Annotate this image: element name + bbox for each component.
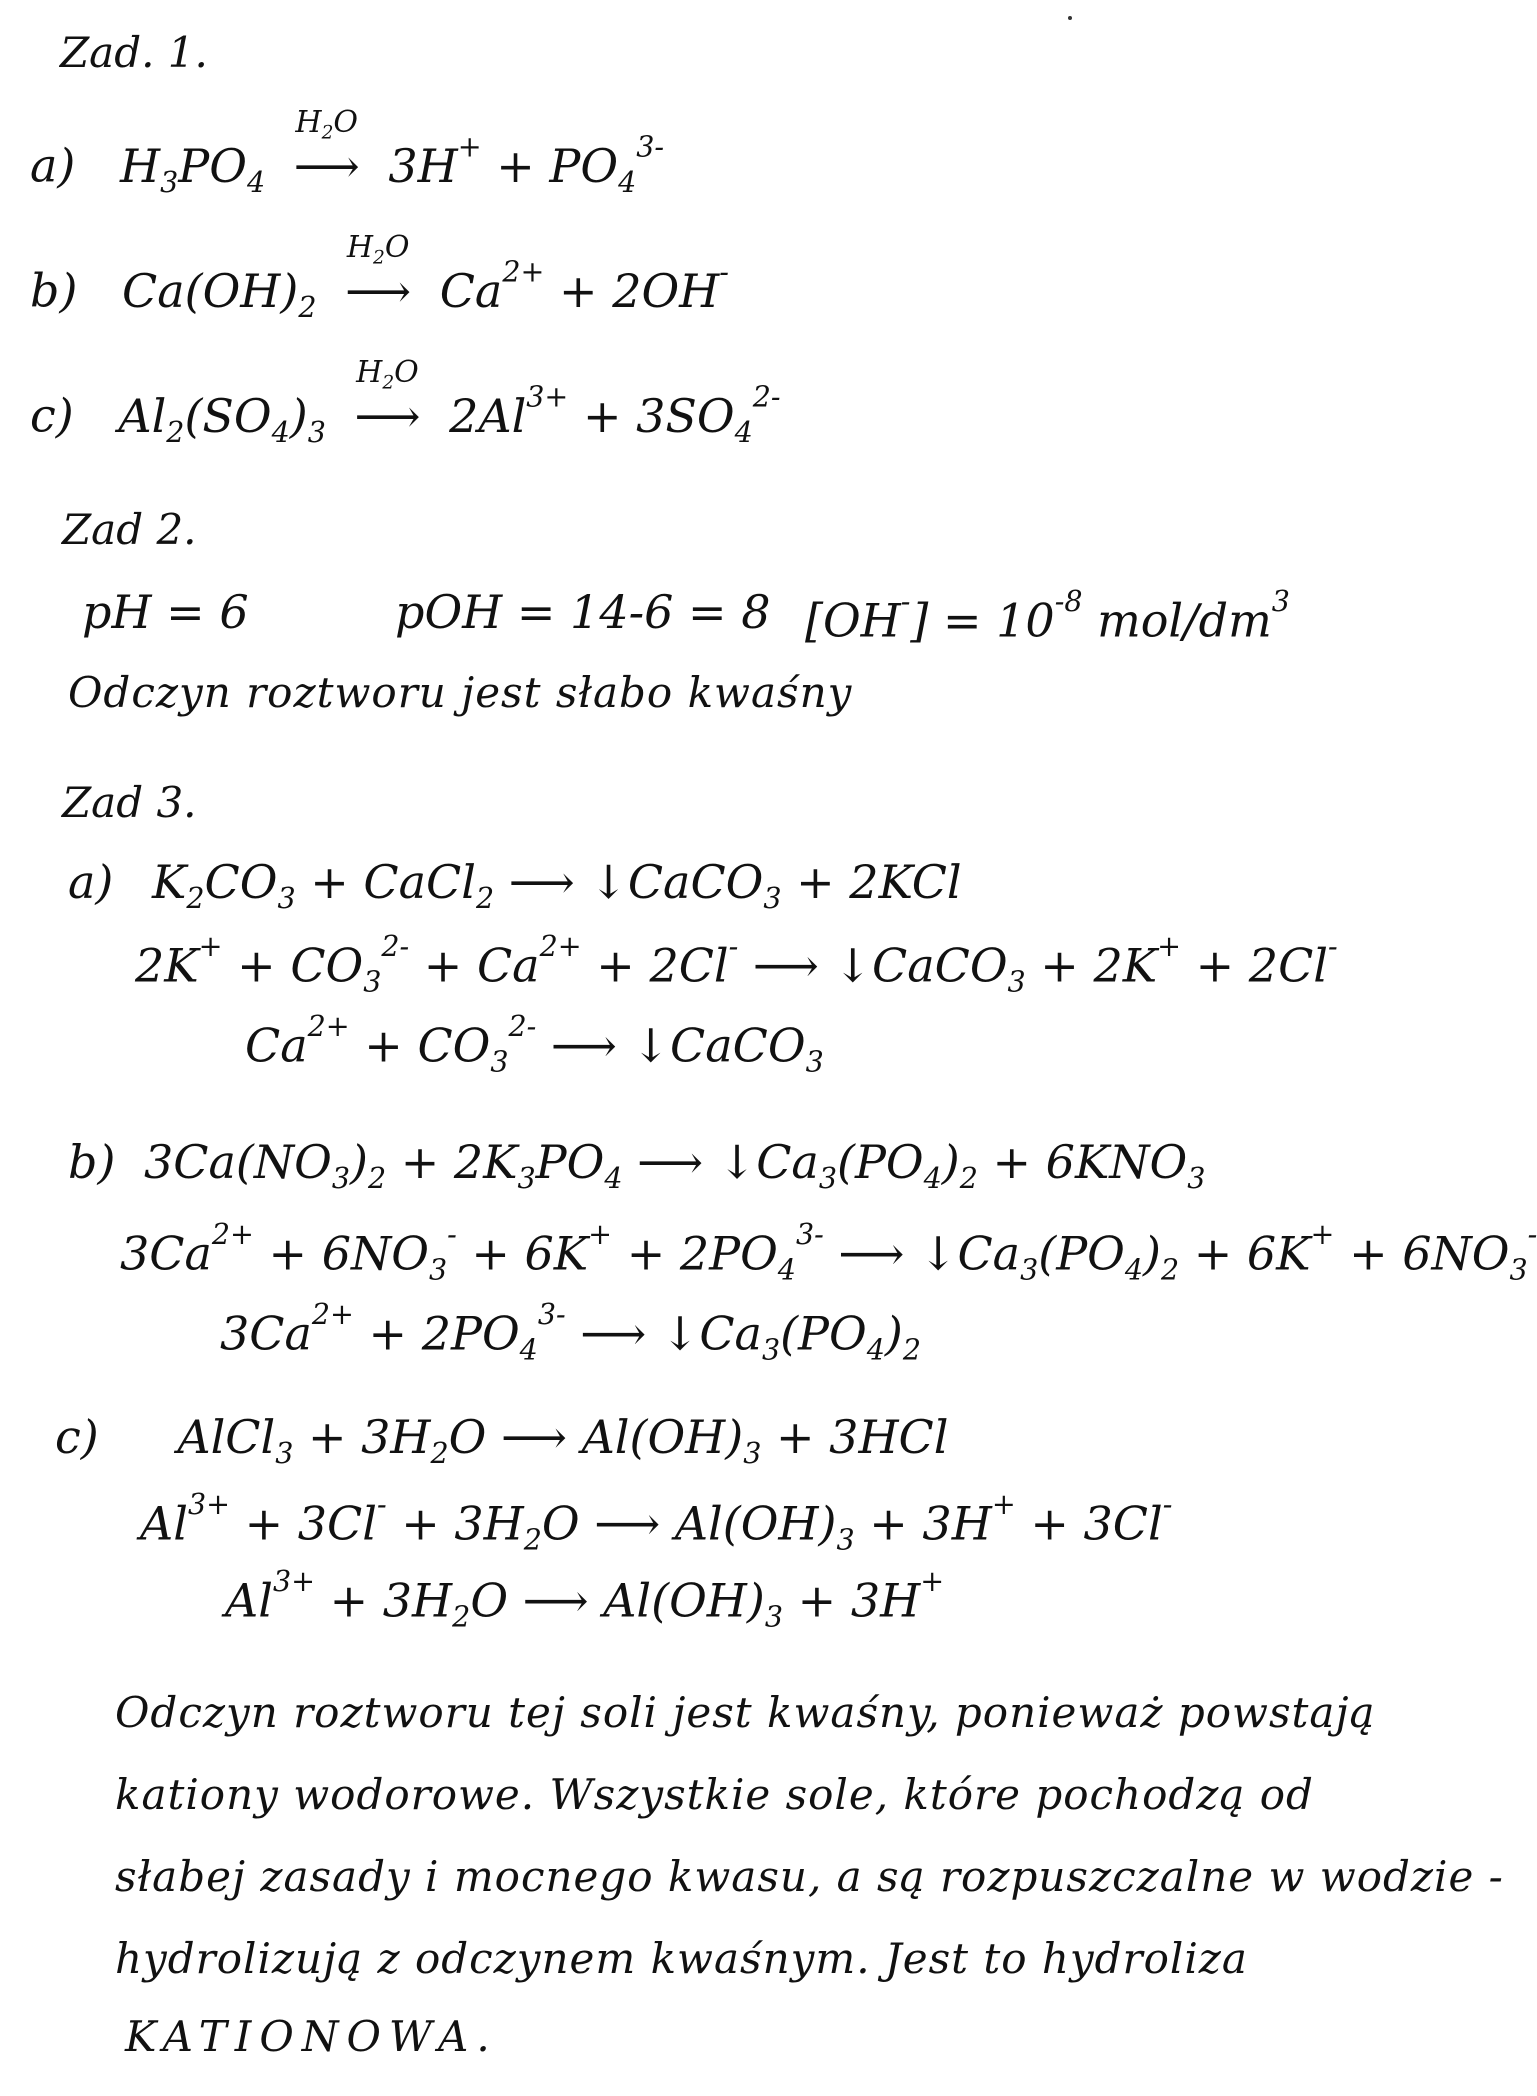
reaction-arrow-icon: $H_2O$ ⟶ [293,104,360,193]
zad1-a-equation [30,104,664,199]
zad1-b-products: $Ca^{2+} + 2OH^-$ [439,255,729,318]
zad1-c-products: $2Al^{3+} + 3SO_4^{2-}$ [449,380,781,449]
zad1-c-label: c) [30,388,74,443]
zad3-b-ionic: $3Ca^{2+} + 6NO_3^- + 6K^+ + 2PO_4^{3-}$ ⟶ $↓Ca_3(PO_4)_2 + 6K^+ + 6NO_3^-$ [120,1218,1537,1287]
zad1-b-equation [30,229,729,324]
zad3-c-net: $Al^{3+} + 3H_2O$ ⟶ $Al(OH)_3 + 3H^+$ [225,1565,945,1634]
zad2-heading: Zad 2. [62,505,197,554]
zad3-explanation-line-2: kationy wodorowe. Wszystkie sole, które pochodzą od [115,1770,1314,1819]
zad3-explanation-line-4: hydrolizują z odczynem kwaśnym. Jest to hydroliza [115,1934,1248,1983]
zad1-b-label: b) [30,263,78,318]
zad3-explanation-line-5: KATIONOWA. [125,2012,498,2061]
zad3-c-label: c) [55,1410,99,1464]
zad2-conclusion: Odczyn roztworu jest słabo kwaśny [68,668,853,717]
zad3-a-net: $Ca^{2+} + CO_3^{2-}$ ⟶ ↓CaCO$_3$ [245,1010,824,1079]
zad3-a-molecular: a) $K_2CO_3$ + CaCl$_2$ ⟶ ↓CaCO$_3$ + 2KCl [68,855,962,915]
arrow-condition: $H_2O$ [295,104,359,144]
zad3-c-molecular: c) AlCl$_3$ + $3H_2O$ ⟶ $Al(OH)_3 + 3HCl$ [55,1410,949,1470]
reaction-arrow-icon: $H_2O$ ⟶ [345,229,412,318]
reaction-arrow-icon: $H_2O$ ⟶ [354,354,421,443]
zad1-c-reactant: $Al_2(SO_4)_3$ [118,388,326,449]
zad2-poh: pOH = 14-6 = 8 [395,585,771,639]
zad1-heading: Zad. 1. [60,28,208,77]
zad3-explanation-line-3: słabej zasady i mocnego kwasu, a są rozpuszczalne w wodzie - [115,1852,1504,1901]
ink-dot [1068,16,1072,20]
zad2-oh-concentration: $[OH^-] = 10^{-8}$ mol/$dm^3$ [805,585,1290,648]
zad2-ph: pH = 6 [82,585,249,639]
zad1-a-products: $3H^+ + PO_4^{3-}$ [388,130,664,199]
zad1-a-reactant: $H_3PO_4$ [120,138,266,199]
zad3-a-ionic: $2K^+ + CO_3^{2-} + Ca^{2+} + 2Cl^-$ ⟶ ↓CaCO$_3$ + 2K+ + 2Cl- [135,930,1338,999]
arrow-condition: $H_2O$ [346,229,410,269]
zad3-c-ionic: $Al^{3+} + 3Cl^- + 3H_2O$ ⟶ $Al(OH)_3 + 3H^+ + 3Cl^-$ [140,1488,1173,1557]
zad3-b-label: b) [68,1135,116,1189]
zad1-b-reactant: $Ca(OH)_2$ [122,263,317,324]
arrow-condition: $H_2O$ [356,354,419,394]
zad3-heading: Zad 3. [62,778,197,827]
zad3-a-label: a) [68,855,114,909]
zad1-c-equation [30,354,781,449]
zad1-a-label: a) [30,138,76,193]
zad3-b-molecular: b) $3Ca(NO_3)_2 + 2K_3PO_4$ ⟶ $↓Ca_3(PO_4)_2 + 6KNO_3$ [68,1135,1206,1195]
zad3-b-net: $3Ca^{2+} + 2PO_4^{3-}$ ⟶ $↓Ca_3(PO_4)_2$ [220,1298,921,1367]
zad3-explanation-line-1: Odczyn roztworu tej soli jest kwaśny, ponieważ powstają [115,1688,1376,1737]
